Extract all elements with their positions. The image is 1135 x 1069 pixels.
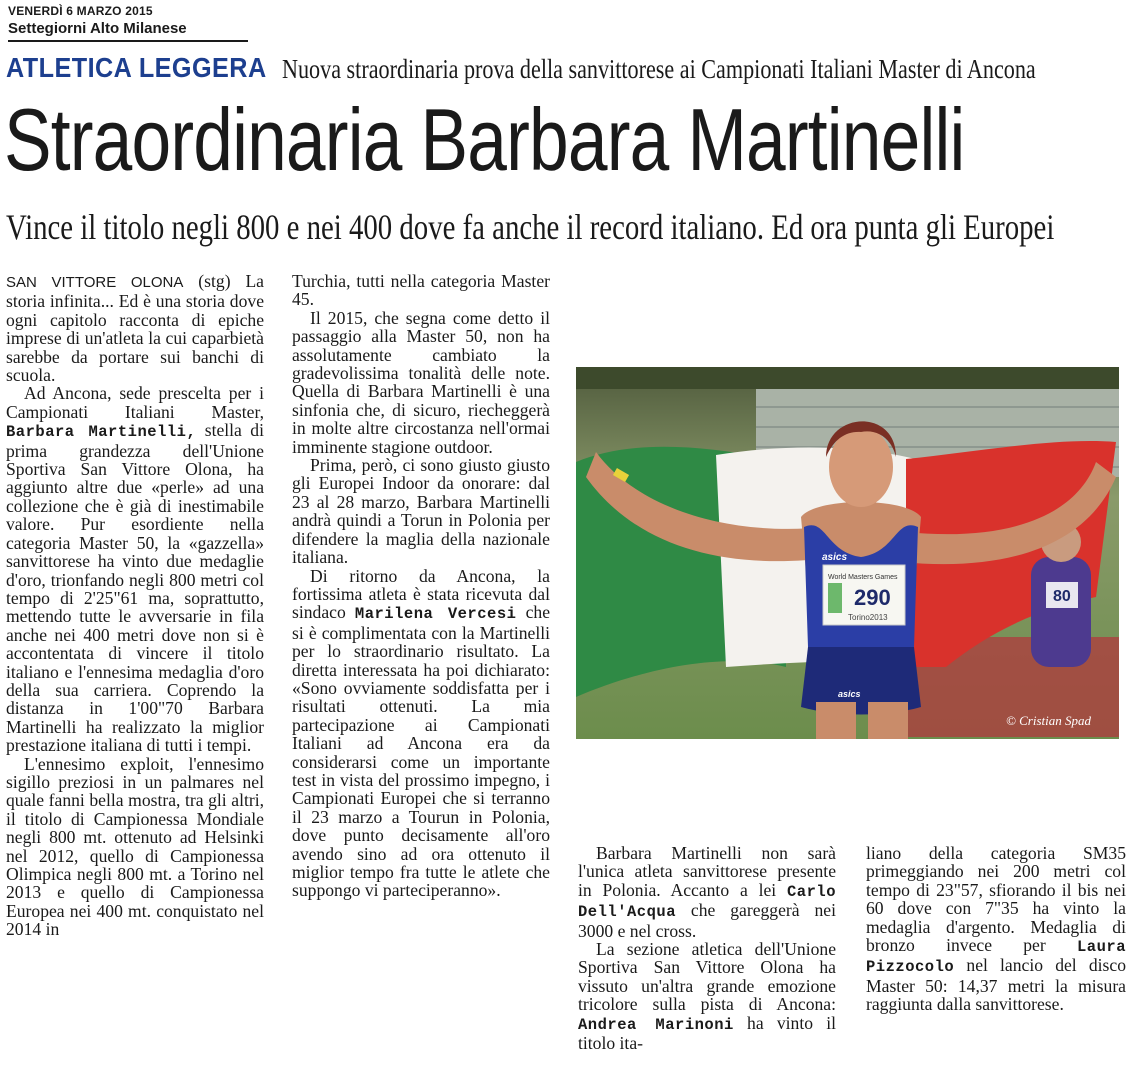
paragraph-text: La sezione atletica dell'Unione Sportiva San Vittore Olona ha vissuto un'altra grande emozione tricolore sulla pista di Ancona: <box>578 939 836 1015</box>
author-credit: (stg) <box>198 271 231 291</box>
person-name: Marilena Vercesi <box>354 605 517 624</box>
photo-credit: © Cristian Spad <box>1006 713 1092 728</box>
paragraph-text: che gareggerà nei 3000 e nel cross. <box>578 900 836 941</box>
paragraph-text: liano della categoria SM35 primeggiando nei 200 metri col tempo di 23"57, sfiorando il bis nei 60 dove con 7"35 ha vinto la medaglia d'argento. Medaglia di bronzo invece per <box>866 843 1126 956</box>
paragraph <box>578 844 836 940</box>
bib-event-place: Torino2013 <box>848 613 888 622</box>
paragraph: L'ennesimo exploit, l'ennesimo sigillo preziosi in un palmares nel quale fanni bella mostra, tra gli altri, il titolo di Campionessa Mondiale negli 800 mt. ottenuto ad Helsinki nel 2012, quello di Campionessa Olimpica negli 800 mt. a Torino nel 2013 e quello di Campionessa Europea nei 400 mt. conquistato nel 2014 in <box>6 753 264 940</box>
article-column-4 <box>866 844 1126 1014</box>
paragraph-text: Ad Ancona, sede prescelta per i Campionati Italiani Master, <box>6 383 264 422</box>
paragraph-text: ha vinto il titolo ita- <box>578 1012 836 1054</box>
article-column-3 <box>578 844 836 1052</box>
subheadline: Vince il titolo negli 800 e nei 400 dove fa anche il record italiano. Ed ora punta gli Europei <box>6 207 1055 247</box>
paragraph-text: stella di prima grandezza dell'Unione Sportiva San Vittore Olona, ha aggiunto altre due «perle» ad una collezione che è già di inestimabile valore. Pur esordiente nella categoria Master 50, la «gazzella» sanvittorese ha vinto due medaglie d'oro, trionfando negli 800 metri col tempo di 2'25"61 ma, soprattutto, mettendo tutte le avversarie in fila anche nei 400 metri dove non si è accontentata di vincere il titolo italiano e l'ennesima medaglia d'oro della sua carriera. Coprendo la distanza in 1'00"70 Barbara Martinelli ha realizzato la miglior prestazione italiana di tutti i tempi. <box>6 420 264 756</box>
person-name: Laura Pizzocolo <box>866 938 1126 977</box>
person-name: Andrea Marinoni <box>578 1015 734 1034</box>
paragraph <box>292 567 550 900</box>
article-column-2 <box>292 272 550 900</box>
kicker: Nuova straordinaria prova della sanvittorese ai Campionati Italiani Master di Ancona <box>282 54 1036 84</box>
paragraph <box>866 844 1126 1014</box>
bg-bib-number: 80 <box>1053 588 1071 605</box>
person-name: Carlo Dell'Acqua <box>578 882 836 922</box>
section-label: ATLETICA LEGGERA <box>6 52 267 83</box>
paragraph <box>6 272 264 384</box>
paragraph <box>6 384 264 754</box>
paragraph-text: nel lancio del disco Master 50: 14,37 metri la misura raggiunta dalla sanvittorese. <box>866 955 1126 1015</box>
paragraph-text: che si è complimentata con la Martinelli per lo straordinario risultato. La diretta interessata ha poi dichiarato: «Sono ovviamente soddisfatta per i risultati ottenuti. La mia partecipazione ai Campionati Italiani ad Ancona era da considerarsi come un importante test in vista del prossimo impegno, i Campionati Europei che si terranno il 23 marzo a Tourun in Polonia, dove punto decisamente all'oro avendo sino ad ora ottenuto il miglior tempo fra tutte le atlete che suppongo vi parteciperanno». <box>292 602 551 901</box>
brand-logo: asics <box>822 552 848 563</box>
paragraph-text: La storia infinita... Ed è una storia dove ogni capitolo racconta di epiche imprese di un'atleta la cui caparbietà sarebbe da portare sui banchi di scuola. <box>6 271 264 386</box>
bib-number: 290 <box>854 585 891 610</box>
dateline: VENERDÌ 6 MARZO 2015 <box>8 4 153 18</box>
athlete-with-flag-photo <box>576 367 1119 739</box>
paragraph <box>578 940 836 1052</box>
bib-event-name: World Masters Games <box>828 574 898 581</box>
person-name: Barbara Martinelli, <box>6 423 197 442</box>
paragraph-text: Di ritorno da Ancona, la fortissima atleta è stata ricevuta dal sindaco <box>292 565 550 623</box>
paragraph: Il 2015, che segna come detto il passaggio alla Master 50, non ha assolutamente cambiato la gradevolissima tonalità delle note. Quella di Barbara Martinelli è una sinfonia che, di sicuro, riecheggerà in molte altre circostanza nell'ormai imminente stagione outdoor. <box>292 307 550 457</box>
paragraph-text: Barbara Martinelli non sarà l'unica atleta sanvittorese presente in Polonia. Accanto a lei <box>578 843 836 900</box>
masthead-rule <box>8 40 248 42</box>
paragraph: Prima, però, ci sono giusto giusto gli Europei Indoor da onorare: dal 23 al 28 marzo, Barbara Martinelli andrà quindi a Torun in Polonia per difendere la maglia della nazionale italiana. <box>292 455 550 568</box>
article-column-1 <box>6 272 264 939</box>
newspaper-name: Settegiorni Alto Milanese <box>8 20 187 37</box>
paragraph: Turchia, tutti nella categoria Master 45. <box>292 271 550 310</box>
article-photo <box>576 367 1119 739</box>
brand-logo-shorts: asics <box>838 689 861 699</box>
dateline-place: SAN VITTORE OLONA <box>6 274 184 291</box>
headline: Straordinaria Barbara Martinelli <box>4 90 965 189</box>
